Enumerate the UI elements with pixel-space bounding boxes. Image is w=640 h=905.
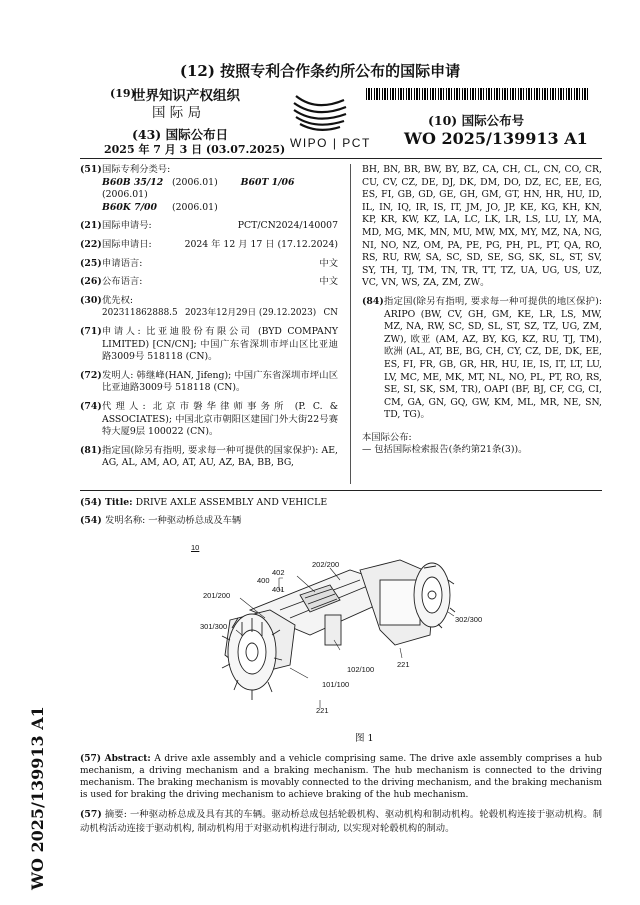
f54a-text: DRIVE AXLE ASSEMBLY AND VEHICLE xyxy=(135,497,328,508)
org-name: 世界知识产权组织 xyxy=(132,88,240,104)
right-column xyxy=(362,164,602,457)
label-301-300: 301/300 xyxy=(200,622,228,631)
f72-num: (72) xyxy=(80,369,102,381)
label-221-bottom: 221 xyxy=(316,706,329,715)
section-rule xyxy=(80,490,602,491)
abstract-en-text: A drive axle assembly and a vehicle comprising same. The drive axle assembly comprises a hub mechanism, a driving mechanism and a braking mechanism. The hub mechanism is connected to the driving mechanism. The braking mechanism is movably connected to the driving mechanism, and the braking mechanism is used for braking the driving mechanism to achieve braking of the hub mechanism. xyxy=(80,754,602,800)
f22-label: 国际申请日: xyxy=(102,238,152,250)
f21-value: PCT/CN2024/140007 xyxy=(237,220,338,232)
inventor: 发明人: 韩继峰(HAN, Jifeng); 中国广东省深圳市坪山区比亚迪路3009号 518118 (CN)。 xyxy=(102,369,338,394)
f71-num: (71) xyxy=(80,325,102,337)
f51-num: (51) xyxy=(80,164,102,175)
f54b-num: (54) xyxy=(80,515,102,526)
label-101-100: 101/100 xyxy=(322,680,350,689)
f25-num: (25) xyxy=(80,257,102,269)
doc-title: (12) 按照专利合作条约所公布的国际申请 xyxy=(179,62,461,80)
abstract-en-num: (57) xyxy=(80,754,102,764)
publication-item: — 包括国际检索报告(条约第21条(3))。 xyxy=(362,444,528,456)
figure-ref-10: 10 xyxy=(191,543,200,552)
abstract-en-label: Abstract: xyxy=(104,754,151,764)
label-400: 400 xyxy=(257,576,270,585)
f84-num: (84) xyxy=(362,295,384,307)
f26-num: (26) xyxy=(80,276,102,288)
title-zh xyxy=(80,515,241,528)
pub-date-label: (43) 国际公布日 xyxy=(132,127,229,142)
header-rule xyxy=(80,158,602,159)
barcode xyxy=(366,88,590,100)
f30-num: (30) xyxy=(80,294,102,306)
designated-states-cont: BH, BN, BR, BW, BY, BZ, CA, CH, CL, CN, CO, CR, CU, CV, CZ, DE, DJ, DK, DM, DO, DZ, EC, EE, EG, ES, FI, GB, GD, GE, GH, GM, GT, HN, HR, HU, ID, IL, IN, IQ, IR, IS, IT, JM, JO, JP, KE, KG, KH, KN, KP, KR, KW, KZ, LA, LC, LK, LR, LS, LU, LY, MA, MD, MG, MK, MN, MU, MW, MX, MY, MZ, NA, NG, NI, NO, NZ, OM, PA, PE, PG, PH, PL, PT, QA, RO, RS, RU, RW, SA, SC, SD, SE, SG, SK, SL, ST, SV, SY, TH, TJ, TM, TN, TR, TT, TZ, UA, UG, US, UZ, VC, VN, WS, ZA, ZM, ZW。 xyxy=(362,164,602,289)
ipc1-code: B60B 35/12 xyxy=(102,176,164,188)
priority-country: CN xyxy=(323,308,338,319)
f51-label: 国际专利分类号: xyxy=(102,164,171,175)
f81-num: (81) xyxy=(80,444,102,456)
label-221-right: 221 xyxy=(397,660,410,669)
publication-label: 本国际公布: xyxy=(362,431,412,443)
applicant: 申请人: 比亚迪股份有限公司 (BYD COMPANY LIMITED) [CN/CN]; 中国广东省深圳市坪山区比亚迪路3009号 518118 (CN)。 xyxy=(102,325,338,363)
org-sub: 国 际 局 xyxy=(152,105,202,121)
column-divider xyxy=(350,164,351,484)
f25-label: 申请语言: xyxy=(102,257,143,269)
ipc3-code: B60K 7/00 xyxy=(102,201,157,213)
abstract-zh xyxy=(80,808,602,836)
wipo-wordmark: WIPO | PCT xyxy=(290,136,371,150)
f22-value: 2024 年 12 月 17 日 (17.12.2024) xyxy=(184,238,338,250)
f54a-num: (54) xyxy=(80,497,102,508)
f54b-text: 发明名称: 一种驱动桥总成及车辆 xyxy=(104,515,242,526)
agent: 代理人: 北京市磐华律师事务所 (P. C. & ASSOCIATES); 中国北京市朝阳区建国门外大街22号赛特大厦9层 100022 (CN)。 xyxy=(102,400,338,438)
pub-no-label: (10) 国际公布号 xyxy=(428,113,525,128)
ipc3-ver: (2006.01) xyxy=(172,201,218,213)
label-202-200: 202/200 xyxy=(312,560,340,569)
priority-date: 2023年12月29日 (29.12.2023) xyxy=(184,308,317,319)
label-401: 401 xyxy=(272,585,285,594)
pub-no: WO 2025/139913 A1 xyxy=(404,129,588,148)
abstract-zh-text: 摘要: 一种驱动桥总成及具有其的车辆。驱动桥总成包括轮毂机构、驱动机构和制动机构。轮毂机构连接于驱动机构。制动机构活动连接于驱动机构, 制动机构用于对驱动机构进行制动, 以实现对轮毂机构的制动。 xyxy=(80,809,602,834)
abstract-en xyxy=(80,753,602,801)
f22-num: (22) xyxy=(80,238,102,250)
abstract-zh-num: (57) xyxy=(80,809,102,820)
figure-caption: 图 1 xyxy=(355,733,374,744)
title-en xyxy=(80,497,327,510)
pub-date: 2025 年 7 月 3 日 (03.07.2025) xyxy=(104,143,286,156)
label-402: 402 xyxy=(272,568,285,577)
label-302-300: 302/300 xyxy=(455,615,483,624)
f21-label: 国际申请号: xyxy=(102,220,152,232)
f54a-label: Title: xyxy=(104,497,133,508)
label-201-200: 201/200 xyxy=(203,591,231,600)
ipc1-ver: (2006.01) xyxy=(172,176,218,188)
f74-num: (74) xyxy=(80,400,102,412)
f21-num: (21) xyxy=(80,220,102,232)
left-column xyxy=(80,164,338,470)
f26-value: 中文 xyxy=(319,276,338,288)
ipc2-ver: (2006.01) xyxy=(102,189,148,201)
org-num: (19) xyxy=(110,87,136,100)
side-publication-number: WO 2025/139913 A1 xyxy=(28,706,47,890)
ipc2-code: B60T 1/06 xyxy=(240,176,295,188)
label-102-100: 102/100 xyxy=(347,665,375,674)
regional-states: 指定国(除另有指明, 要求每一种可提供的地区保护): ARIPO (BW, CV, GH, GM, KE, LR, LS, MW, MZ, NA, RW, SC, SD, SL, ST, SZ, TZ, UG, ZM, ZW), 欧亚 (AM, AZ, BY, KG, KZ, RU, TJ, TM), 欧洲 (AL, AT, BE, BG, CH, CY, CZ, DE, DK, EE, ES, FI, FR, GB, GR, HR, HU, IE, IS, IT, LT, LU, LV, MC, ME, MK, MT, NL, NO, PL, PT, RO, RS, SE, SI, SK, SM, TR), OAPI (BF, BJ, CF, CG, CI, CM, GA, GN, GQ, GW, KM, ML, MR, NE, SN, TD, TG)。 xyxy=(384,295,602,421)
f26-label: 公布语言: xyxy=(102,276,143,288)
priority-number: 202311862888.5 xyxy=(102,308,178,319)
f25-value: 中文 xyxy=(319,257,338,269)
f30-label: 优先权: xyxy=(102,294,134,306)
designated-states: 指定国(除另有指明, 要求每一种可提供的国家保护): AE, AG, AL, AM, AO, AT, AU, AZ, BA, BB, BG, xyxy=(102,444,338,469)
